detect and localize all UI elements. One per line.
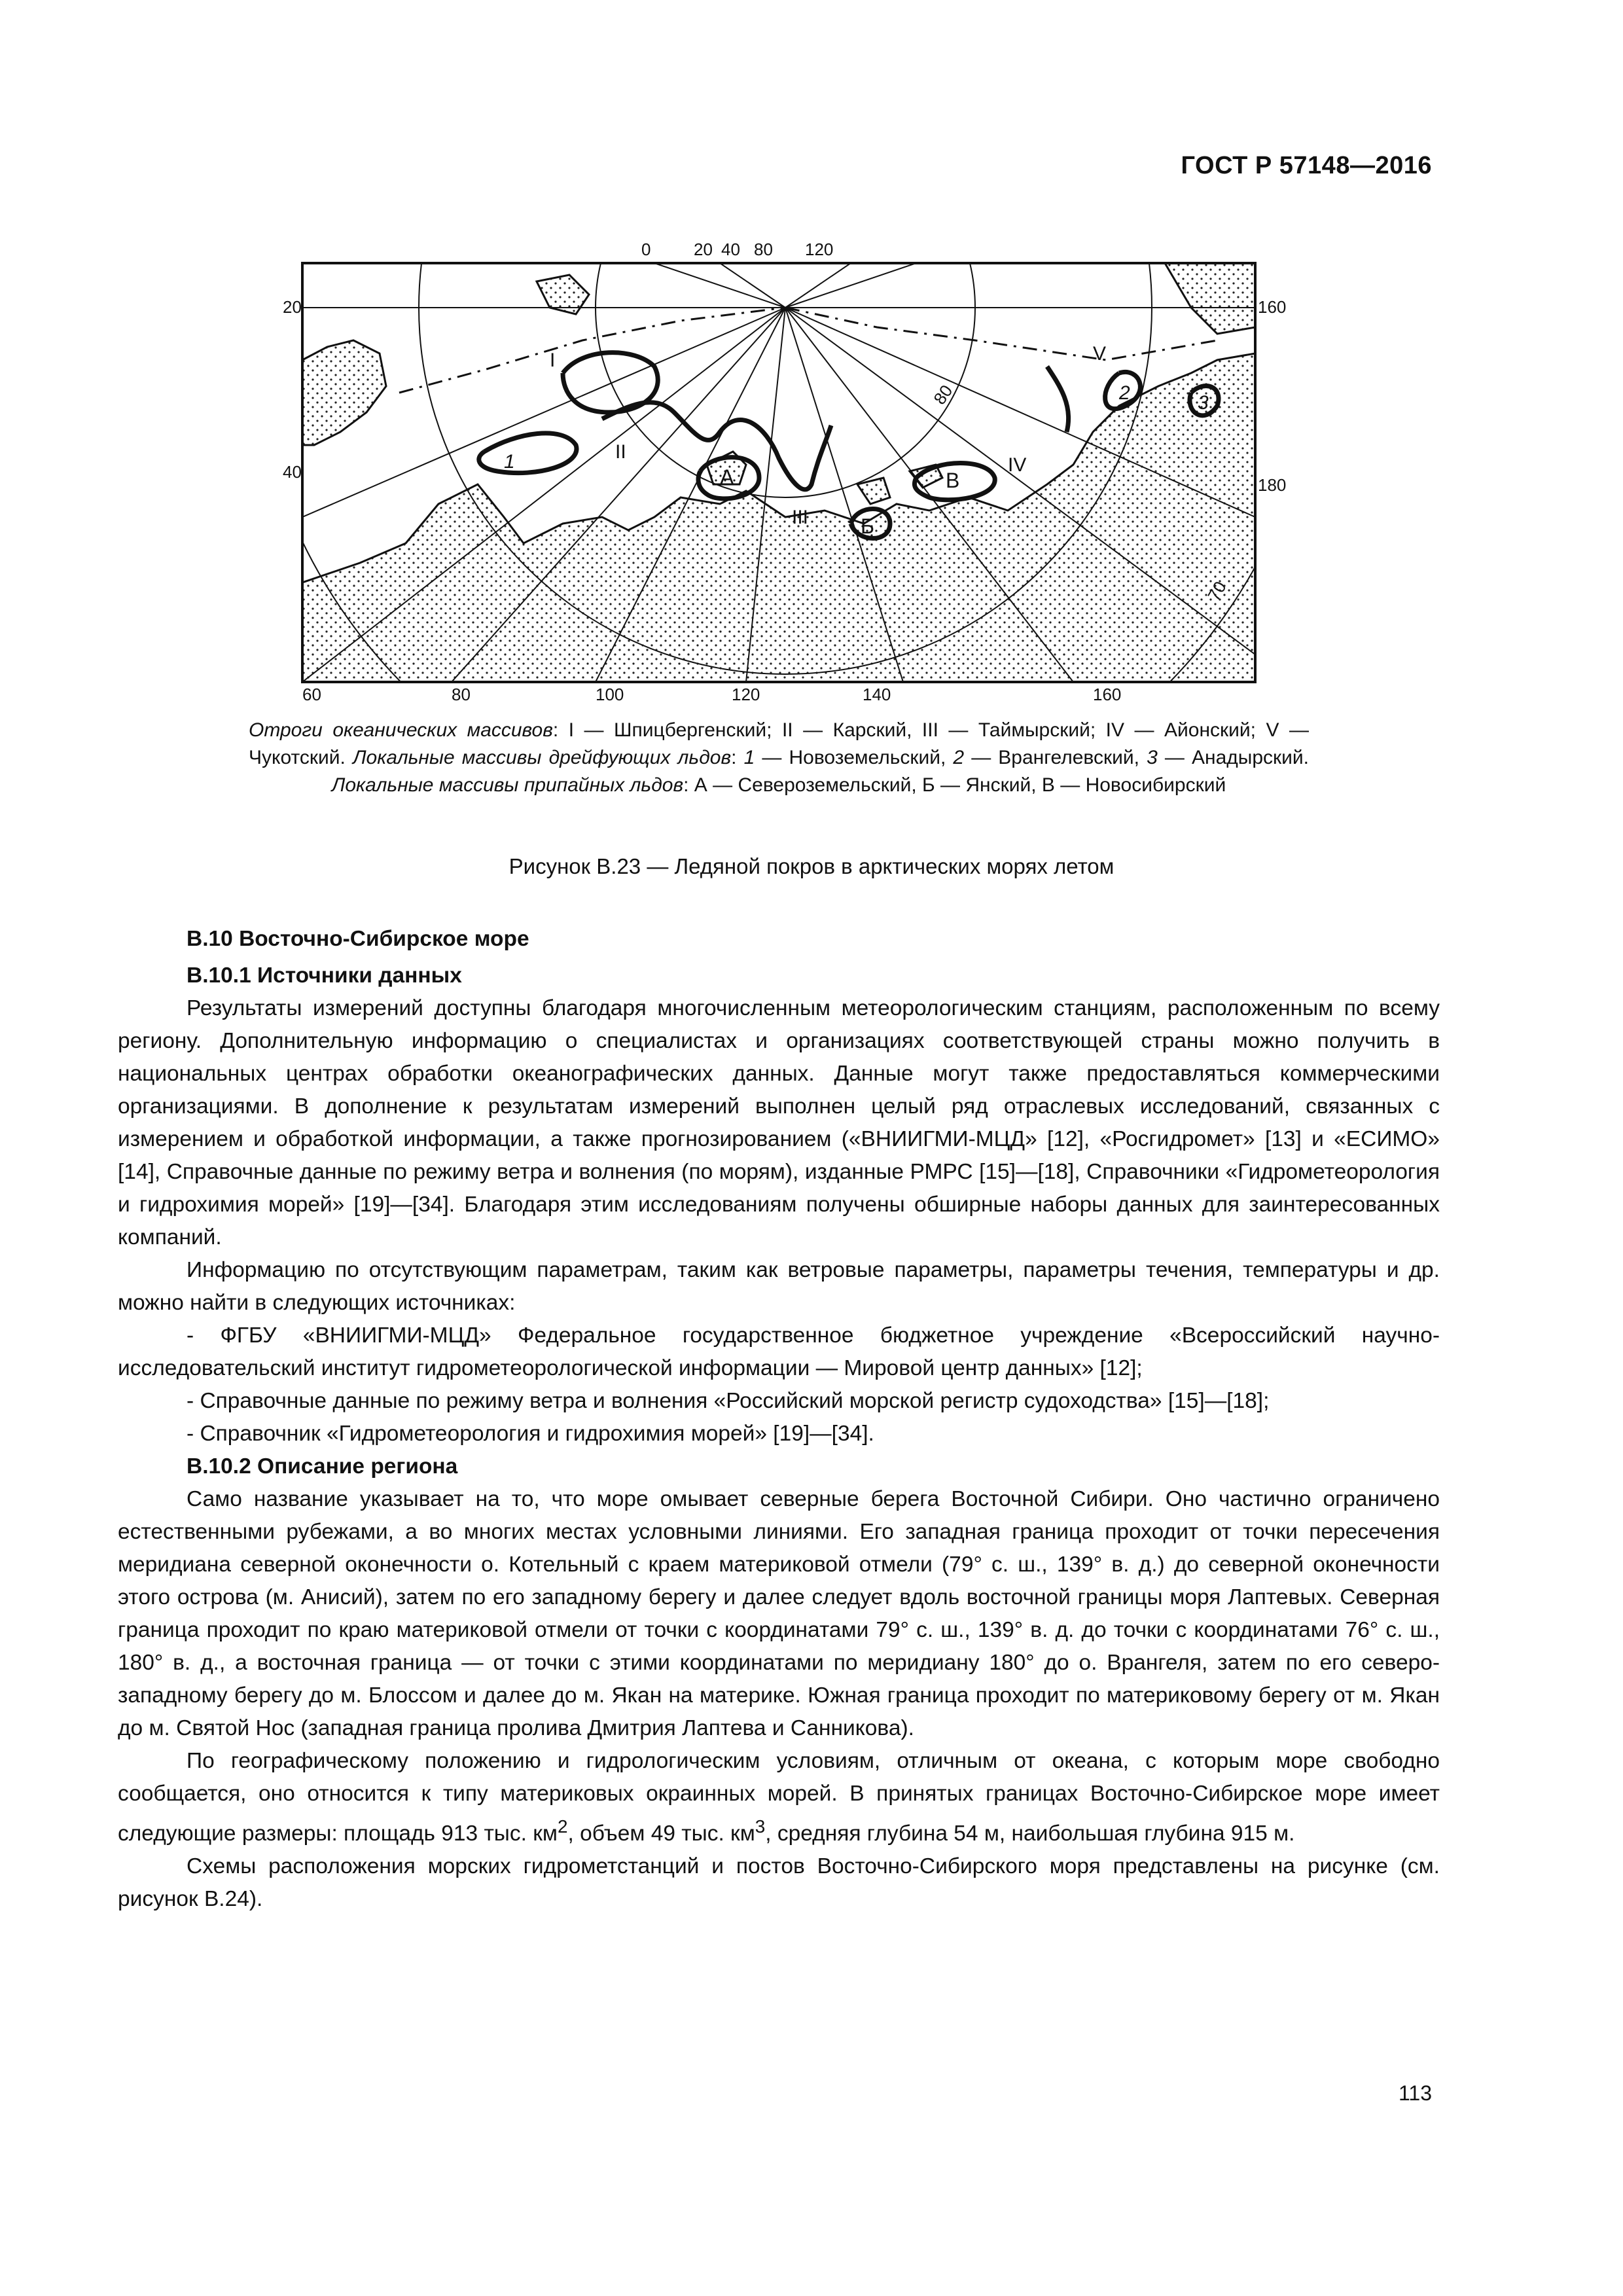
legend-text: : I — Шпицбергенский; II — Карский, III — Таймырский; IV — Айонский; V — Чукотский. [249, 719, 1309, 768]
local-label-3: 3 [1198, 392, 1209, 414]
document-header: ГОСТ Р 57148—2016 [1181, 152, 1432, 179]
list-item: - ФГБУ «ВНИИГМИ-МЦД» Федеральное государственное бюджетное учреждение «Всероссийский научно-исследовательский институт гидрометеорологической информации — Мировой центр данных» [12]; [118, 1323, 1440, 1380]
bottom-label-60: 60 [302, 685, 321, 704]
superscript: 2 [557, 1816, 568, 1837]
top-label-0: 0 [641, 240, 651, 259]
fast-ice-label-A: А [720, 465, 734, 489]
paragraph: Результаты измерений доступны благодаря многочисленным метеорологическим станциям, расположенным по всему региону. Дополнительную информацию о специалистах и организациях соответствующей страны можно получить в национальных центрах обработки океанографических данных. Данные могут также предоставляться коммерческими организациями. В дополнение к результатам измерений выполнен целый ряд отраслевых исследований, связанных с измерением и обработкой информации, а также прогнозированием («ВНИИГМИ-МЦД» [12], «Росгидромет» [13] и «ЕСИМО» [14], Справочные данные по режиму ветра и волнения (по морям), изданные РМРС [15]—[18], Справочники «Гидрометеорология и гидрохимия морей» [19]—[34]. Благодаря этим исследованиям получены обширные наборы данных для заинтересованных компаний. [118, 996, 1440, 1249]
paragraph-text: , объем 49 тыс. км [567, 1821, 755, 1846]
bottom-label-80: 80 [452, 685, 471, 704]
legend-term-fast-ice: Локальные массивы припайных льдов [331, 774, 684, 796]
legend-term-drifting: Локальные массивы дрейфующих льдов [352, 747, 732, 768]
bottom-label-100: 100 [596, 685, 624, 704]
zone-label-III: III [792, 507, 809, 528]
legend-number: 1 [743, 747, 755, 768]
latitude-label-70: 70 [1204, 577, 1230, 604]
legend-text: : [731, 747, 744, 768]
paragraph-text: По географическому положению и гидрологическим условиям, отличным от океана, с которым море свободно сообщается, оно относится к типу материковых окраинных морей. В принятых границах Восточно-Сибирское море имеет следующие размеры: площадь 913 тыс. км [118, 1749, 1440, 1846]
fast-ice-label-V: В [946, 469, 960, 492]
right-label-180: 180 [1258, 475, 1287, 495]
arctic-ice-map [283, 236, 1287, 704]
bottom-label-160: 160 [1093, 685, 1122, 704]
legend-number: 3 [1147, 747, 1158, 768]
section-title-b10: В.10 Восточно-Сибирское море [187, 927, 529, 951]
page-number: 113 [1398, 2081, 1432, 2105]
top-label-40: 40 [721, 240, 740, 259]
section-title-b10-1: В.10.1 Источники данных [187, 963, 462, 988]
legend-text: — Врангелевский, [964, 747, 1147, 768]
legend-text: — Новоземельский, [755, 747, 954, 768]
top-label-80: 80 [754, 240, 773, 259]
local-label-2: 2 [1119, 382, 1130, 404]
section-title-b10-2: В.10.2 Описание региона [187, 1454, 458, 1479]
legend-number: 2 [953, 747, 965, 768]
latitude-label-80: 80 [929, 381, 957, 408]
legend-text: — Анадырский. [1157, 747, 1309, 768]
fast-ice-label-B: Б [861, 514, 874, 538]
document-body [118, 923, 1440, 1916]
arctic-ice-map-figure [283, 236, 1287, 704]
top-label-20: 20 [694, 240, 713, 259]
figure-legend [249, 717, 1309, 799]
top-label-120: 120 [805, 240, 834, 259]
bottom-label-140: 140 [863, 685, 891, 704]
left-label-20: 20 [283, 297, 302, 317]
right-label-160: 160 [1258, 297, 1287, 317]
legend-term-oceanic: Отроги океанических массивов [249, 719, 553, 741]
zone-label-I: I [550, 350, 556, 371]
list-item: - Справочные данные по режиму ветра и волнения «Российский морской регистр судоходства» [15]—[18]; [187, 1389, 1270, 1413]
zone-label-V: V [1093, 343, 1107, 365]
paragraph-text: , средняя глубина 54 м, наибольшая глубина 915 м. [765, 1821, 1295, 1846]
paragraph-dimensions [118, 1745, 1440, 1850]
left-label-40: 40 [283, 462, 302, 482]
bottom-label-120: 120 [732, 685, 760, 704]
legend-text: : А — Североземельский, Б — Янский, В — Новосибирский [683, 774, 1226, 796]
zone-label-II: II [615, 441, 626, 463]
zone-label-IV: IV [1008, 454, 1027, 476]
paragraph: Информацию по отсутствующим параметрам, таким как ветровые параметры, параметры течения, температуры и др. можно найти в следующих источниках: [118, 1258, 1440, 1315]
list-item: - Справочник «Гидрометеорология и гидрохимия морей» [19]—[34]. [187, 1422, 874, 1446]
paragraph: Схемы расположения морских гидрометстанций и постов Восточно-Сибирского моря представлены на рисунке (см. рисунок В.24). [118, 1854, 1440, 1912]
paragraph: Само название указывает на то, что море омывает северные берега Восточной Сибири. Оно частично ограничено естественными рубежами, а во многих местах условными линиями. Его западная граница проходит от точки пересечения меридиана северной оконечности о. Котельный с краем материковой отмели (79° с. ш., 139° в. д.) до северной оконечности этого острова (м. Анисий), затем по его западному берегу и далее следует вдоль восточной границы моря Лаптевых. Северная граница проходит по краю материковой отмели от точки с координатами 79° с. ш., 139° в. д. до точки с координатами 76° с. ш., 180° в. д., а восточная граница — от точки с этими координатами по меридиану 180° до о. Врангеля, затем по его северо-западному берегу до м. Блоссом и далее до м. Якан на материке. Южная граница проходит по материковому берегу от м. Якан до м. Святой Нос (западная граница пролива Дмитрия Лаптева и Санникова). [118, 1487, 1440, 1740]
figure-caption: Рисунок В.23 — Ледяной покров в арктических морях летом [508, 854, 1115, 878]
local-label-1: 1 [504, 451, 515, 473]
superscript: 3 [755, 1816, 766, 1837]
